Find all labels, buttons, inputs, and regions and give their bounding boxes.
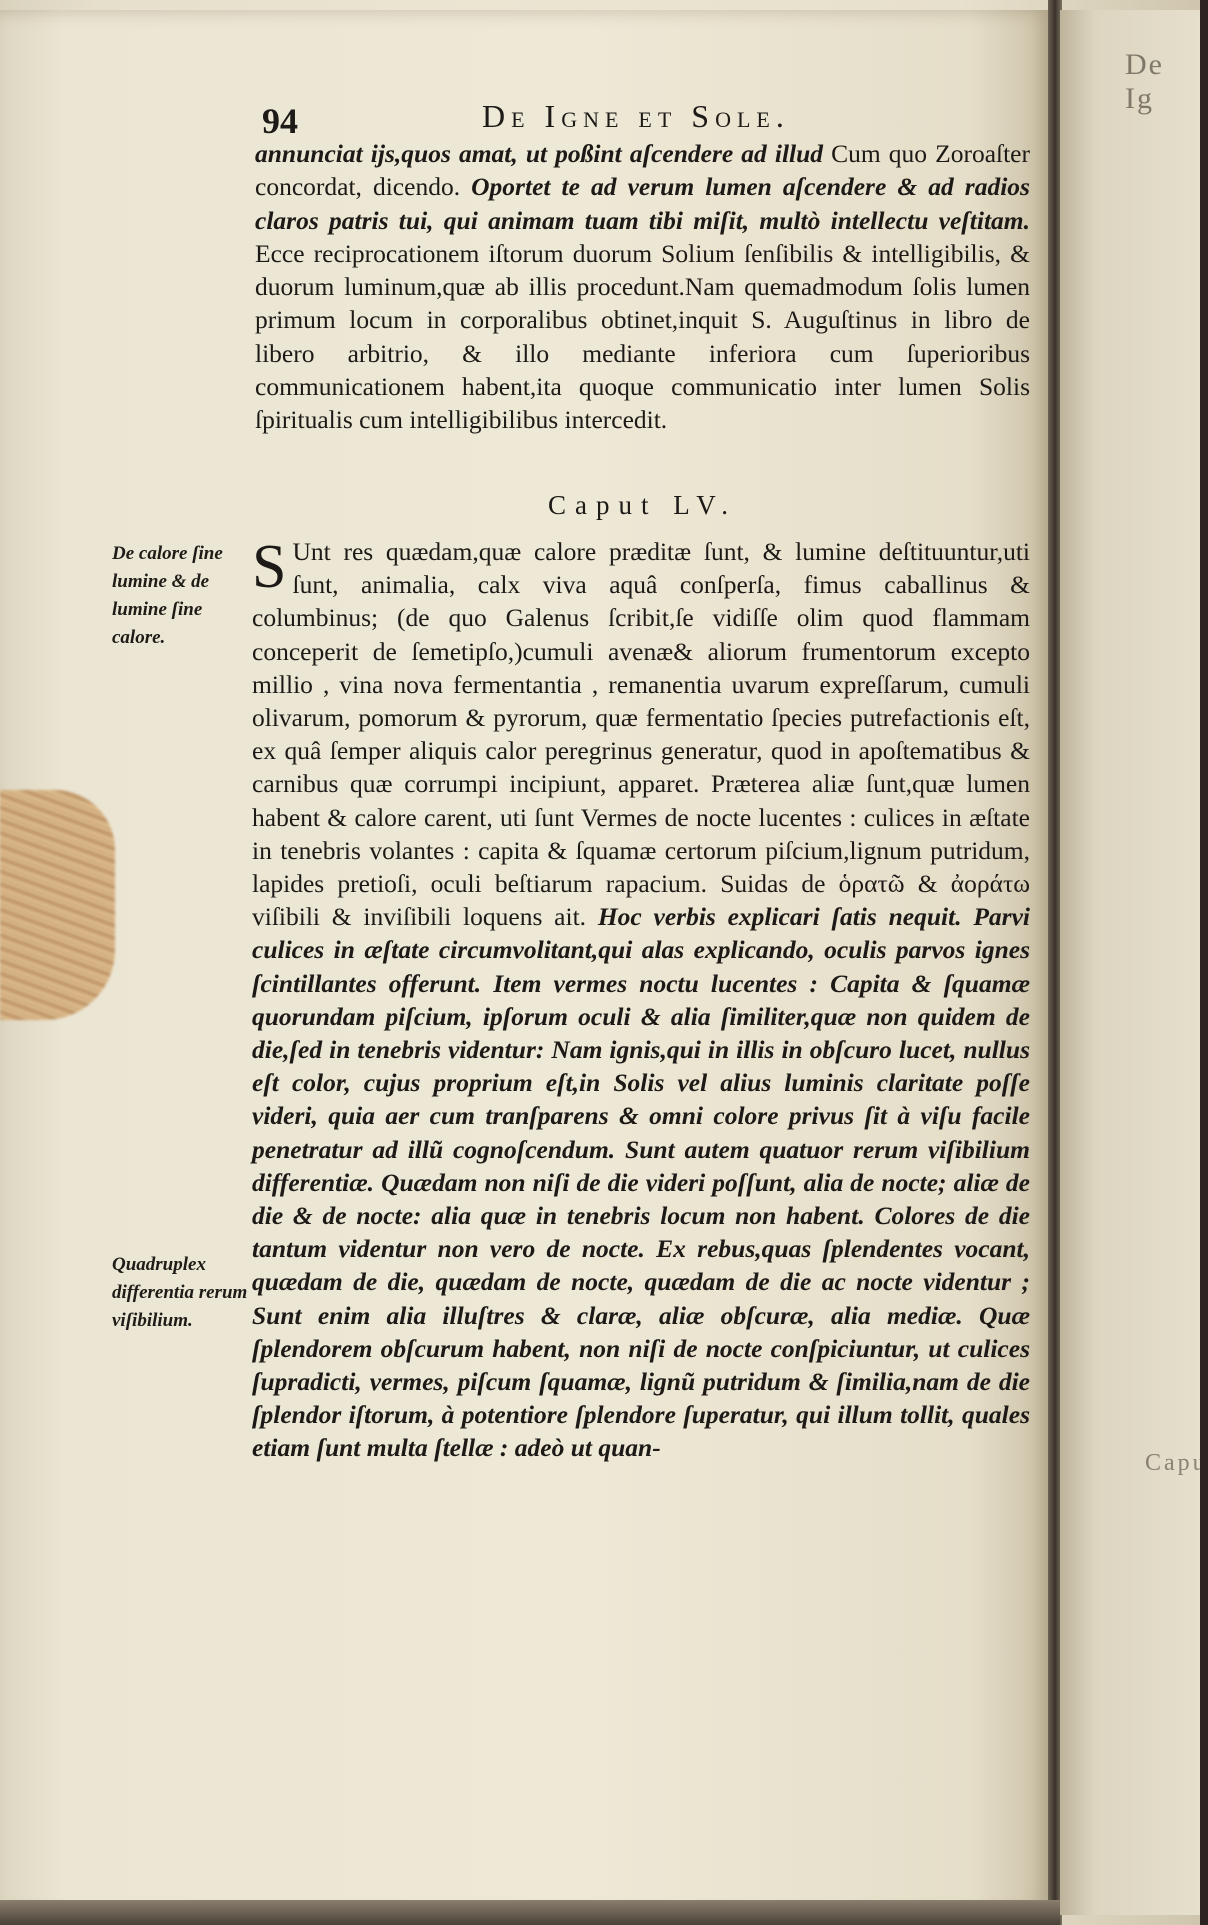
folio-number: 94 xyxy=(262,101,298,141)
chapter-body xyxy=(252,535,1030,1465)
drop-cap: S xyxy=(252,533,287,601)
facing-page-edge xyxy=(1060,10,1208,1915)
facing-caput: Capu xyxy=(1145,1450,1208,1476)
chapter-body-roman: Unt res quædam,quæ calore præditæ ſunt, & lumine deſtituuntur,uti ſunt, animalia, calx viva aquâ conſperſa, fimus caballinus & columbinus; (de quo Galenus ſcribit,ſe vidiſſe olim quod flammam conceperit de ſemetipſo,)cumuli avenæ& aliorum frumentorum excepto millio , vina nova fermentantia , remanentia uvarum expreſſarum, cumuli olivarum, pomorum & pyrorum, quæ fermentatio ſpecies putrefactionis eſt, ex quâ ſemper aliquis calor peregrinus generatur, quod in apoſtematibus & carnibus quæ corrumpi incipiunt, apparet. Præterea aliæ ſunt,quæ lumen habent & calore carent, uti ſunt Vermes de nocte lucentes : culices in æſtate in tenebris volantes : capita & ſquamæ certorum piſcium,lignum putridum, lapides pretioſi, oculi beſtiarum rapacium. Suidas de ὁρατῶ & ἀοράτω viſibili & inviſibili loquens ait. xyxy=(252,537,1030,932)
opening-italic-1: annunciat ijs,quos amat, ut poßint aſcendere ad illud xyxy=(255,139,824,168)
chapter-heading: Caput LV. xyxy=(547,490,738,520)
facing-running-title: De Ig xyxy=(1125,48,1164,115)
margin-note-heat-light: De calore ſine lumine & de lumine ſine calore. xyxy=(112,543,223,648)
bookmark-tassel xyxy=(0,790,115,1020)
chapter-body-italic: Hoc verbis explicari ſatis nequit. Parvi culices in æſtate circumvolitant,qui alas explicando, oculis parvos ignes ſcintillantes offerunt. Item vermes noctu lucentes : Capita & ſquamæ quorundam piſcium, ipſorum oculi & alia ſimiliter,quæ non quidem de die,ſed in tenebris videntur: Nam ignis,qui in illis in obſcuro lucet, nullus eſt color, cujus proprium eſt,in Solis vel alius luminis claritate poſſe videri, quia aer cum tranſparens & omni colore privus ſit à viſu facile penetratur ad illũ cognoſcendum. Sunt autem quatuor rerum viſibilium differentiæ. Quædam non niſi de die videri poſſunt, alia de nocte; aliæ de die & de nocte: alia quæ in tenebris locum non habent. Colores de die tantum videntur non vero de nocte. Ex rebus,quas ſplendentes vocant, quædam de die, quædam de nocte, quædam de die ac nocte videntur ; Sunt enim alia illuſtres & claræ, aliæ obſcuræ, alia mediæ. Quæ ſplendorem obſcurum habent, non niſi de nocte conſpiciuntur, ut culices ſupradicti, vermes, piſcum ſquamæ, lignũ putridum & ſimilia,nam de die ſplendor iſtorum, à potentiore ſplendore ſuperatur, qui illum tollit, quales etiam ſunt multa ſtellæ : adeò ut quan- xyxy=(252,902,1031,1463)
opening-roman-1: Cum quo Zoroaſter concordat, dicendo. xyxy=(255,139,1030,202)
page-header xyxy=(262,92,1042,140)
opening-paragraph xyxy=(255,137,1030,437)
opening-italic-2: Oportet te ad verum lumen aſcendere & ad radios claros patris tui, qui animam tuam tibi miſit, multò intellectu veſtitam. xyxy=(255,172,1030,235)
running-title: De Igne et Sole. xyxy=(482,98,790,134)
opening-roman-2: Ecce reciprocationem iſtorum duorum Solium ſenſibilis & intelligibilis, & duorum luminum,quæ ab illis procedunt.Nam quemadmodum ſolis lumen primum locum in corporalibus obtinet,inquit S. Auguſtinus in libro de libero arbitrio, & illo mediante inferiora cum ſuperioribus communicationem habent,ita quoque communicatio inter lumen Solis ſpiritualis cum intelligibilibus intercedit. xyxy=(255,238,1030,435)
page-bottom-edge xyxy=(0,1900,1060,1925)
margin-note-visible-things: Quadruplex differentia rerum viſibilium. xyxy=(112,1254,248,1331)
